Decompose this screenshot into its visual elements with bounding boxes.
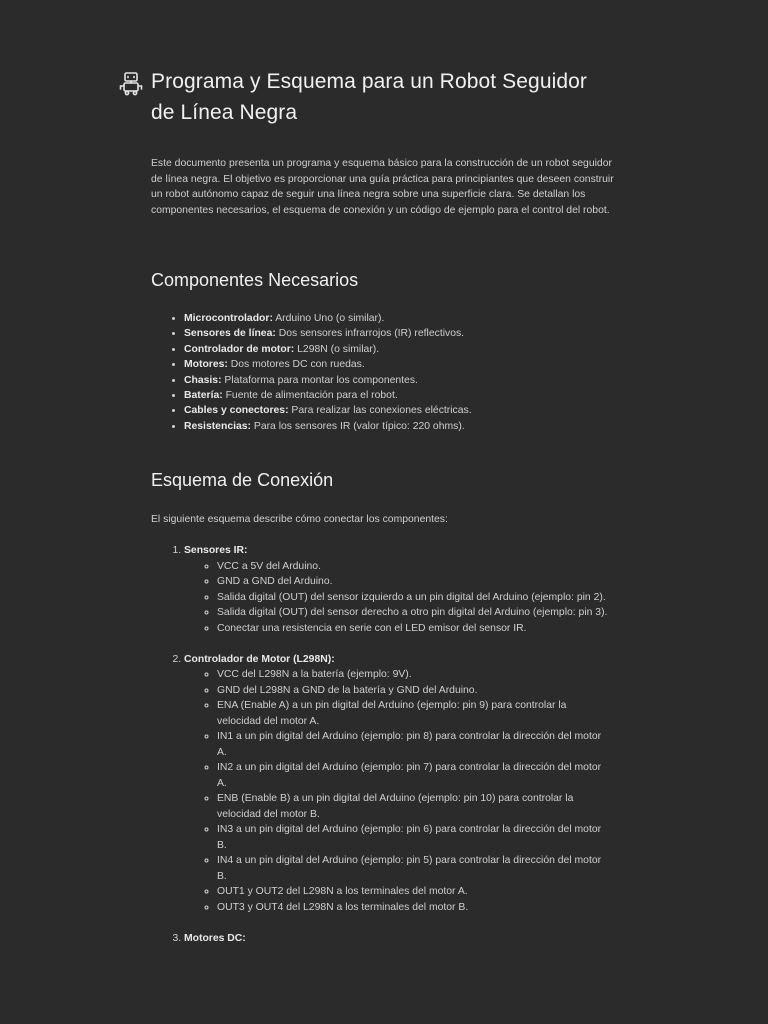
item-label: Controlador de motor: — [184, 343, 295, 355]
item-label: Cables y conectores: — [184, 405, 289, 417]
item-label: Sensores de línea: — [184, 328, 276, 340]
step-item — [184, 543, 644, 636]
schema-intro: El siguiente esquema describe cómo conectar los componentes: — [151, 514, 448, 525]
list-item — [184, 373, 624, 388]
list-item: ◦ Salida digital (OUT) del sensor derecho a otro pin digital del Arduino (ejemplo: pin 3). — [217, 605, 612, 621]
list-item: ◦ Salida digital (OUT) del sensor izquierdo a un pin digital del Arduino (ejemplo: pin 2). — [217, 590, 612, 606]
robot-icon — [118, 70, 144, 96]
step-item — [184, 931, 644, 947]
step-label: Controlador de Motor (L298N): — [184, 653, 335, 665]
step-sublist — [184, 667, 612, 915]
intro-paragraph: Este documento presenta un programa y esquema básico para la construcción de un robot seguidor de línea negra. El objetivo es proporcionar una guía práctica para principiantes que deseen construir un robot autónomo capaz de seguir una línea negra sobre una superficie clara. Se detallan los componentes necesarios, el esquema de conexión y un código de ejemplo para el control del robot. — [151, 158, 614, 216]
list-item — [184, 403, 624, 418]
list-item: ◦ ENB (Enable B) a un pin digital del Arduino (ejemplo: pin 10) para controlar la velocidad del motor B. — [217, 791, 612, 822]
list-item — [184, 311, 624, 326]
list-item: ◦ VCC a 5V del Arduino. — [217, 559, 612, 575]
list-item — [184, 342, 624, 357]
item-text: Dos motores DC con ruedas. — [227, 359, 365, 371]
item-label: Microcontrolador: — [184, 313, 273, 324]
item-text: Dos sensores infrarrojos (IR) reflectivos. — [275, 328, 465, 340]
list-item: ◦ IN1 a un pin digital del Arduino (ejemplo: pin 8) para controlar la dirección del motor A. — [217, 729, 612, 760]
list-item — [184, 357, 624, 372]
list-item: ◦ ENA (Enable A) a un pin digital del Arduino (ejemplo: pin 9) para controlar la velocidad del motor A. — [217, 698, 612, 729]
list-item: ◦ VCC del L298N a la batería (ejemplo: 9V). — [217, 667, 612, 683]
item-text: L298N (o similar). — [294, 343, 380, 355]
list-item — [184, 388, 624, 403]
list-item: ◦ Conectar una resistencia en serie con el LED emisor del sensor IR. — [217, 621, 612, 637]
item-label: Batería: — [184, 390, 223, 402]
item-text: Arduino Uno (o similar). — [272, 313, 385, 324]
list-item: ◦ GND del L298N a GND de la batería y GND del Arduino. — [217, 683, 612, 699]
list-item: ◦ OUT1 y OUT2 del L298N a los terminales del motor A. — [217, 884, 612, 900]
list-item: ◦ IN2 a un pin digital del Arduino (ejemplo: pin 7) para controlar la dirección del motor A. — [217, 760, 612, 791]
item-label: Chasis: — [184, 374, 222, 386]
list-item — [184, 326, 624, 341]
item-label: Resistencias: — [184, 420, 251, 432]
list-item: ◦ IN4 a un pin digital del Arduino (ejemplo: pin 5) para controlar la dirección del motor B. — [217, 853, 612, 884]
components-heading: Componentes Necesarios — [151, 270, 359, 290]
step-label: Motores DC: — [184, 932, 246, 944]
list-item: ◦ OUT3 y OUT4 del L298N a los terminales del motor B. — [217, 900, 612, 916]
step-sublist — [184, 559, 612, 637]
step-item — [184, 652, 644, 916]
connection-steps — [151, 543, 644, 962]
list-item: ◦ IN3 a un pin digital del Arduino (ejemplo: pin 6) para controlar la dirección del motor B. — [217, 822, 612, 853]
list-item: ◦ GND a GND del Arduino. — [217, 574, 612, 590]
list-item — [184, 419, 624, 434]
schema-heading: Esquema de Conexión — [151, 470, 334, 490]
step-label: Sensores IR: — [184, 545, 248, 556]
item-label: Motores: — [184, 359, 228, 371]
item-text: Plataforma para montar los componentes. — [221, 374, 418, 386]
item-text: Para realizar las conexiones eléctricas. — [288, 405, 472, 417]
item-text: Fuente de alimentación para el robot. — [222, 390, 398, 402]
page-title: Programa y Esquema para un Robot Seguidor de Línea Negra — [151, 70, 588, 124]
components-list — [151, 311, 624, 434]
item-text: Para los sensores IR (valor típico: 220 ohms). — [251, 420, 465, 432]
